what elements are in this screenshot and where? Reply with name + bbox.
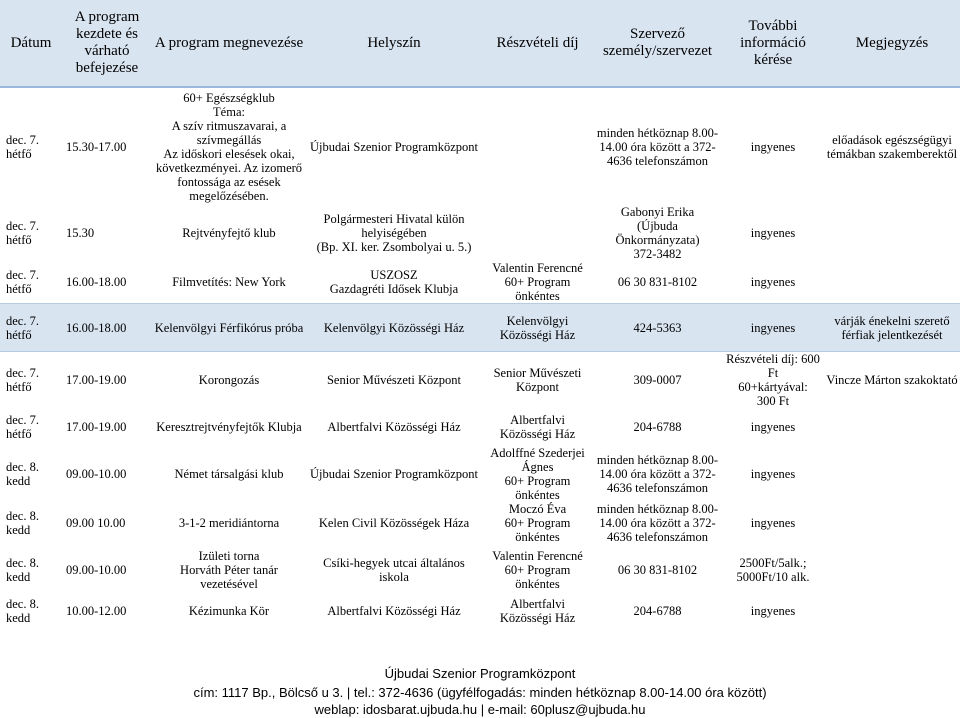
table-row: [0, 87, 960, 205]
row-date: dec. 8. kedd: [0, 544, 62, 596]
row-place: Albertfalvi Közösségi Ház: [306, 408, 482, 446]
table-row: [0, 544, 960, 596]
row-time: 09.00-10.00: [62, 544, 152, 596]
header-time: A program kezdete és várható befejezése: [62, 0, 152, 87]
header-name: A program megnevezése: [152, 0, 306, 87]
header-info: További információ kérése: [722, 0, 824, 87]
footer-address: cím: 1117 Bp., Bölcső u 3. | tel.: 372-4636 (ügyfélfogadás: minden hétköznap 8.00-14.00 óra között): [193, 685, 767, 700]
row-date: dec. 8. kedd: [0, 446, 62, 502]
header-organizer: Szervező személy/szervezet: [593, 0, 722, 87]
row-organizer: 06 30 831-8102: [593, 544, 722, 596]
row-name: Filmvetítés: New York: [152, 261, 306, 304]
row-place: Csíki-hegyek utcai általános iskola: [306, 544, 482, 596]
row-place: Újbudai Szenior Programközpont: [306, 87, 482, 205]
row-place: USZOSZ Gazdagréti Idősek Klubja: [306, 261, 482, 304]
row-organizer: minden hétköznap 8.00-14.00 óra között a 372-4636 telefonszámon: [593, 87, 722, 205]
row-fee: Senior Művészeti Központ: [482, 352, 593, 409]
table-row: [0, 502, 960, 544]
row-fee: Adolffné Szederjei Ágnes 60+ Program önkéntes: [482, 446, 593, 502]
row-place: Kelenvölgyi Közösségi Ház: [306, 304, 482, 352]
row-name: Rejtvényfejtő klub: [152, 205, 306, 261]
row-notes: [824, 544, 960, 596]
row-fee: Kelenvölgyi Közösségi Ház: [482, 304, 593, 352]
row-info: ingyenes: [722, 261, 824, 304]
row-time: 17.00-19.00: [62, 408, 152, 446]
row-info: ingyenes: [722, 87, 824, 205]
footer-title: Újbudai Szenior Programközpont: [384, 666, 576, 681]
row-name: Német társalgási klub: [152, 446, 306, 502]
row-notes: előadások egészségügyi témákban szakemberektől: [824, 87, 960, 205]
table-row: [0, 408, 960, 446]
row-name: Korongozás: [152, 352, 306, 409]
row-fee: Albertfalvi Közösségi Ház: [482, 596, 593, 626]
row-info: ingyenes: [722, 446, 824, 502]
row-organizer: minden hétköznap 8.00-14.00 óra között a 372-4636 telefonszámon: [593, 446, 722, 502]
row-info: ingyenes: [722, 408, 824, 446]
row-organizer: 424-5363: [593, 304, 722, 352]
row-name: Keresztrejtvényfejtők Klubja: [152, 408, 306, 446]
header-place: Helyszín: [306, 0, 482, 87]
row-place: Újbudai Szenior Programközpont: [306, 446, 482, 502]
row-time: 09.00 10.00: [62, 502, 152, 544]
row-info: Részvételi díj: 600 Ft 60+kártyával: 300 Ft: [722, 352, 824, 409]
row-fee: Valentin Ferencné 60+ Program önkéntes: [482, 544, 593, 596]
row-info: ingyenes: [722, 205, 824, 261]
row-date: dec. 8. kedd: [0, 502, 62, 544]
row-info: 2500Ft/5alk.; 5000Ft/10 alk.: [722, 544, 824, 596]
row-organizer: 204-6788: [593, 408, 722, 446]
row-notes: Vincze Márton szakoktató: [824, 352, 960, 409]
row-date: dec. 7. hétfő: [0, 304, 62, 352]
row-name: 3-1-2 meridiántorna: [152, 502, 306, 544]
row-fee: Valentin Ferencné 60+ Program önkéntes: [482, 261, 593, 304]
row-fee: [482, 87, 593, 205]
row-date: dec. 7. hétfő: [0, 261, 62, 304]
row-notes: [824, 205, 960, 261]
row-name: Kézimunka Kör: [152, 596, 306, 626]
row-organizer: 06 30 831-8102: [593, 261, 722, 304]
table-row: [0, 352, 960, 409]
row-notes: [824, 446, 960, 502]
row-time: 16.00-18.00: [62, 304, 152, 352]
row-fee: Albertfalvi Közösségi Ház: [482, 408, 593, 446]
header-row: [0, 0, 960, 87]
row-time: 15.30: [62, 205, 152, 261]
table-row: [0, 205, 960, 261]
table-row: [0, 261, 960, 304]
row-organizer: Gabonyi Erika (Újbuda Önkormányzata) 372-3482: [593, 205, 722, 261]
table-row: [0, 304, 960, 352]
row-name: 60+ Egészségklub Téma: A szív ritmuszavarai, a szívmegállás Az időskori elesések okai, következményei. Az izomerő fontossága az esések megelőzésében.: [152, 87, 306, 205]
row-organizer: minden hétköznap 8.00-14.00 óra között a 372-4636 telefonszámon: [593, 502, 722, 544]
row-notes: [824, 502, 960, 544]
header-date: Dátum: [0, 0, 62, 87]
table-row: [0, 596, 960, 626]
row-fee: Moczó Éva 60+ Program önkéntes: [482, 502, 593, 544]
row-date: dec. 7. hétfő: [0, 408, 62, 446]
row-info: ingyenes: [722, 502, 824, 544]
row-notes: [824, 408, 960, 446]
row-name: Izületi torna Horváth Péter tanár vezetésével: [152, 544, 306, 596]
row-place: Albertfalvi Közösségi Ház: [306, 596, 482, 626]
row-fee: [482, 205, 593, 261]
row-organizer: 204-6788: [593, 596, 722, 626]
footer-web: weblap: idosbarat.ujbuda.hu | e-mail: 60plusz@ujbuda.hu: [314, 702, 646, 717]
row-date: dec. 7. hétfő: [0, 87, 62, 205]
row-notes: várják énekelni szerető férfiak jelentkezését: [824, 304, 960, 352]
row-time: 17.00-19.00: [62, 352, 152, 409]
header-fee: Részvételi díj: [482, 0, 593, 87]
row-name: Kelenvölgyi Férfikórus próba: [152, 304, 306, 352]
row-info: ingyenes: [722, 304, 824, 352]
row-time: 10.00-12.00: [62, 596, 152, 626]
row-place: Senior Művészeti Központ: [306, 352, 482, 409]
row-info: ingyenes: [722, 596, 824, 626]
row-date: dec. 8. kedd: [0, 596, 62, 626]
row-notes: [824, 596, 960, 626]
row-place: Polgármesteri Hivatal külön helyiségében (Bp. XI. ker. Zsombolyai u. 5.): [306, 205, 482, 261]
header-notes: Megjegyzés: [824, 0, 960, 87]
row-date: dec. 7. hétfő: [0, 205, 62, 261]
row-organizer: 309-0007: [593, 352, 722, 409]
row-date: dec. 7. hétfő: [0, 352, 62, 409]
row-notes: [824, 261, 960, 304]
table-row: [0, 446, 960, 502]
row-time: 16.00-18.00: [62, 261, 152, 304]
row-time: 09.00-10.00: [62, 446, 152, 502]
row-time: 15.30-17.00: [62, 87, 152, 205]
row-place: Kelen Civil Közösségek Háza: [306, 502, 482, 544]
